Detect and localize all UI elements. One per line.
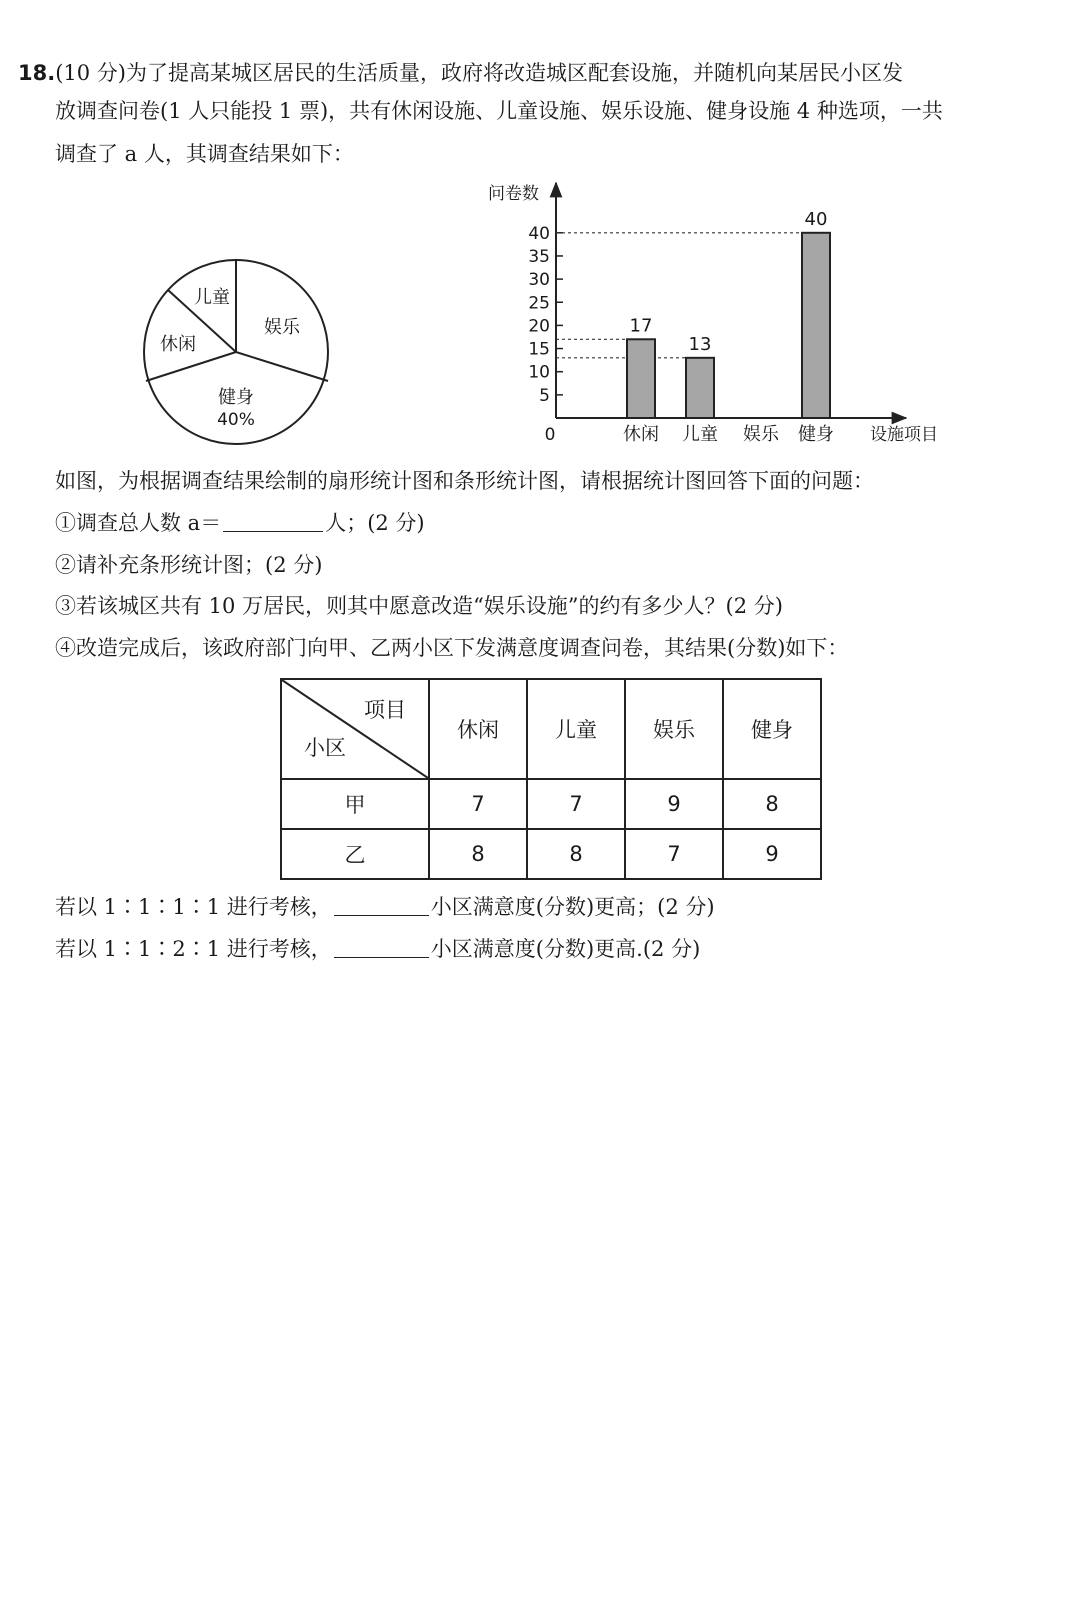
a2-line: [55, 934, 700, 964]
a1-line: [55, 892, 715, 922]
bar-value-label: 40: [804, 208, 828, 230]
origin-label: 0: [544, 425, 556, 445]
table-header-fitness: 健身: [723, 679, 821, 779]
pie-divider-right: [236, 352, 328, 381]
q1-suffix: 人；(2 分): [325, 511, 425, 535]
y-tick-label: 5: [539, 385, 550, 406]
table-cell: 9: [723, 829, 821, 879]
pie-label-children: 儿童: [194, 287, 230, 308]
y-tick-label: 40: [528, 223, 550, 244]
corner-label-community: 小区: [304, 736, 346, 760]
table-header-entertainment: 娱乐: [625, 679, 723, 779]
intro-text: 如图，为根据调查结果绘制的扇形统计图和条形统计图，请根据统计图回答下面的问题：: [55, 469, 874, 493]
a2-answer-blank[interactable]: [334, 935, 429, 958]
pie-label-fitness-percent: 40%: [217, 410, 255, 430]
y-axis-label: 问卷数: [488, 184, 539, 204]
table-cell: 8: [723, 779, 821, 829]
bar-0: [627, 339, 655, 418]
table-header-row: [281, 679, 821, 779]
y-tick-label: 30: [528, 270, 550, 291]
a2-prefix: 若以 1∶1∶2∶1 进行考核，: [55, 937, 332, 961]
x-axis-label: 设施项目: [870, 425, 938, 445]
table-cell: 7: [527, 779, 625, 829]
satisfaction-table: [280, 678, 822, 880]
pie-label-fitness: 健身: [218, 387, 254, 408]
corner-label-item: 项目: [364, 698, 406, 722]
question-line-2: 放调查问卷(1 人只能投 1 票)，共有休闲设施、儿童设施、娱乐设施、健身设施 4 种选项，一共: [55, 99, 943, 123]
pie-label-leisure: 休闲: [160, 334, 196, 355]
a1-prefix: 若以 1∶1∶1∶1 进行考核，: [55, 895, 332, 919]
table-cell: 8: [429, 829, 527, 879]
table-row: [281, 829, 821, 879]
table-cell: 8: [527, 829, 625, 879]
question-line-1: [18, 58, 903, 88]
table-cell: 7: [429, 779, 527, 829]
table-row-name: 甲: [281, 779, 429, 829]
table-header-children: 儿童: [527, 679, 625, 779]
y-tick-label: 25: [528, 293, 550, 314]
x-tick-label: 休闲: [623, 424, 659, 445]
bar-value-label: 17: [629, 315, 653, 337]
table-row-name: 乙: [281, 829, 429, 879]
bar-chart: [480, 175, 960, 455]
a1-answer-blank[interactable]: [334, 893, 429, 916]
question-text-1: (10 分)为了提高某城区居民的生活质量，政府将改造城区配套设施，并随机向某居民小区发: [55, 61, 903, 85]
table-corner-cell: [281, 679, 429, 779]
table-header-leisure: 休闲: [429, 679, 527, 779]
q3-line: ③若该城区共有 10 万居民，则其中愿意改造“娱乐设施”的约有多少人？(2 分): [55, 594, 783, 618]
y-tick-label: 20: [528, 316, 550, 337]
q4-line: ④改造完成后，该政府部门向甲、乙两小区下发满意度调查问卷，其结果(分数)如下：: [55, 636, 849, 660]
a2-suffix: 小区满意度(分数)更高.(2 分): [430, 937, 701, 961]
bar-3: [802, 233, 830, 418]
question-line-3: 调查了 a 人，其调查结果如下：: [55, 142, 354, 166]
table-cell: 7: [625, 829, 723, 879]
q1-line: [55, 508, 425, 538]
y-tick-label: 15: [528, 339, 550, 360]
bar-1: [686, 358, 714, 418]
x-tick-label: 娱乐: [743, 424, 779, 445]
question-number: 18.: [18, 61, 56, 85]
y-tick-label: 35: [528, 246, 550, 267]
pie-divider-left: [146, 352, 236, 381]
q1-prefix: ①调查总人数 a＝: [55, 511, 222, 535]
table-cell: 9: [625, 779, 723, 829]
q2-line: ②请补充条形统计图；(2 分): [55, 553, 323, 577]
a1-suffix: 小区满意度(分数)更高；(2 分): [430, 895, 715, 919]
pie-chart: [140, 258, 340, 448]
y-tick-label: 10: [528, 362, 550, 383]
x-tick-label: 儿童: [682, 424, 718, 445]
corner-diagonal: [282, 680, 428, 778]
table-row: [281, 779, 821, 829]
bar-value-label: 13: [688, 333, 712, 355]
q1-answer-blank[interactable]: [223, 509, 323, 532]
pie-label-entertainment: 娱乐: [264, 317, 300, 338]
x-tick-label: 健身: [798, 424, 834, 445]
